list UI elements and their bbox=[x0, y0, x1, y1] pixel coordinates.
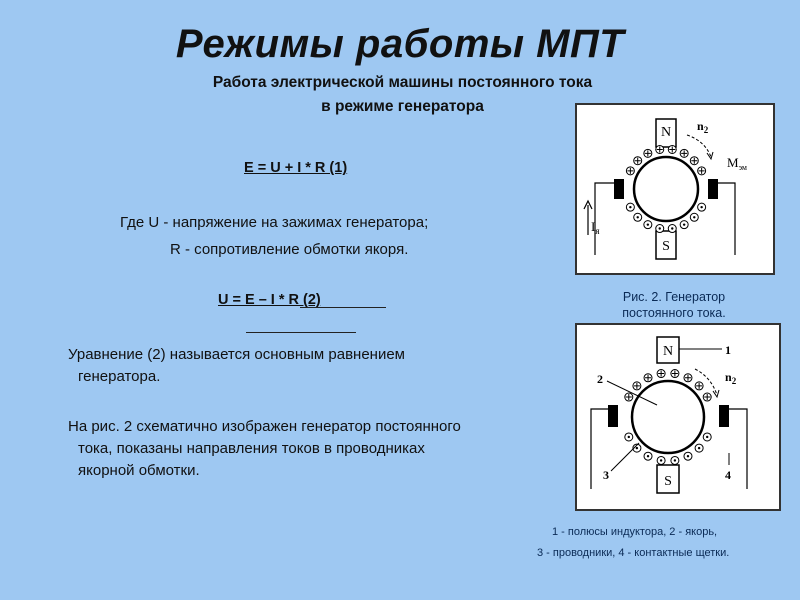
formula-underline-2 bbox=[246, 332, 356, 333]
conductor-dot-mark bbox=[683, 223, 685, 225]
callout-line-3 bbox=[611, 443, 639, 471]
brush-left bbox=[608, 405, 618, 427]
paragraph-2-line-3: якорной обмотки. bbox=[78, 462, 200, 479]
paragraph-2-line-1: На рис. 2 схематично изображен генератор постоянного bbox=[68, 418, 461, 435]
brush-right bbox=[708, 179, 718, 199]
formula-2: U = E – I * R (2) bbox=[218, 292, 321, 308]
lead-right bbox=[729, 409, 747, 489]
legend-line-2: 3 - проводники, 4 - контактные щетки. bbox=[537, 547, 730, 559]
armature bbox=[634, 157, 698, 221]
conductor-dot-mark bbox=[674, 459, 676, 461]
conductor-dot-mark bbox=[706, 436, 708, 438]
armature bbox=[632, 381, 704, 453]
callout-4: 4 bbox=[725, 468, 731, 482]
formula-1: E = U + I * R (1) bbox=[244, 160, 348, 176]
generator-figure-2 bbox=[575, 323, 781, 511]
conductor-dot-mark bbox=[628, 436, 630, 438]
speed-label: $n_2$ bbox=[697, 119, 709, 135]
definition-u: Где U - напряжение на зажимах генератора; bbox=[120, 214, 429, 231]
south-pole-label: S bbox=[664, 474, 672, 489]
brush-right bbox=[719, 405, 729, 427]
conductor-dot-mark bbox=[671, 227, 673, 229]
conductor-dot-mark bbox=[647, 455, 649, 457]
lead-left bbox=[595, 183, 614, 255]
conductor-dot-mark bbox=[693, 216, 695, 218]
north-pole-label: N bbox=[662, 344, 674, 359]
legend-line-1: 1 - полюсы индуктора, 2 - якорь, bbox=[552, 526, 718, 538]
moment-label: $M_{эм}$ bbox=[727, 155, 747, 172]
page-title: Режимы работы МПТ bbox=[175, 22, 625, 66]
lead-right bbox=[718, 183, 735, 255]
conductor-dot-mark bbox=[637, 216, 639, 218]
conductor-dot-mark bbox=[687, 455, 689, 457]
conductor-dot-mark bbox=[698, 447, 700, 449]
subtitle-line-2: в режиме генератора bbox=[321, 98, 484, 115]
conductor-dot-mark bbox=[659, 227, 661, 229]
subtitle-line-1: Работа электрической машины постоянного тока bbox=[212, 74, 593, 91]
figure-caption-line-2: постоянного тока. bbox=[622, 306, 726, 320]
north-pole-label: N bbox=[660, 125, 672, 140]
south-pole-label: S bbox=[662, 239, 670, 254]
paragraph-1-line-2: генератора. bbox=[78, 368, 161, 385]
callout-2: 2 bbox=[597, 372, 603, 386]
paragraph-1-line-1: Уравнение (2) называется основным равнением bbox=[68, 346, 405, 363]
brush-left bbox=[614, 179, 624, 199]
definition-r: R - сопротивление обмотки якоря. bbox=[170, 241, 409, 258]
conductor-dot-mark bbox=[700, 206, 702, 208]
speed-label: $n_2$ bbox=[725, 370, 737, 386]
conductor-dot-mark bbox=[647, 223, 649, 225]
generator-diagram-1 bbox=[577, 105, 773, 273]
callout-3: 3 bbox=[603, 468, 609, 482]
generator-diagram-2 bbox=[577, 325, 779, 509]
formula-underline bbox=[300, 307, 386, 308]
callout-1: 1 bbox=[725, 343, 731, 357]
figure-caption-line-1: Рис. 2. Генератор bbox=[622, 290, 726, 304]
paragraph-2-line-2: тока, показаны направления токов в проводниках bbox=[78, 440, 425, 457]
generator-figure-1 bbox=[575, 103, 775, 275]
conductor-dot-mark bbox=[660, 459, 662, 461]
conductor-dot-mark bbox=[636, 447, 638, 449]
conductor-dot-mark bbox=[629, 206, 631, 208]
current-label: $I_я$ bbox=[591, 219, 600, 236]
